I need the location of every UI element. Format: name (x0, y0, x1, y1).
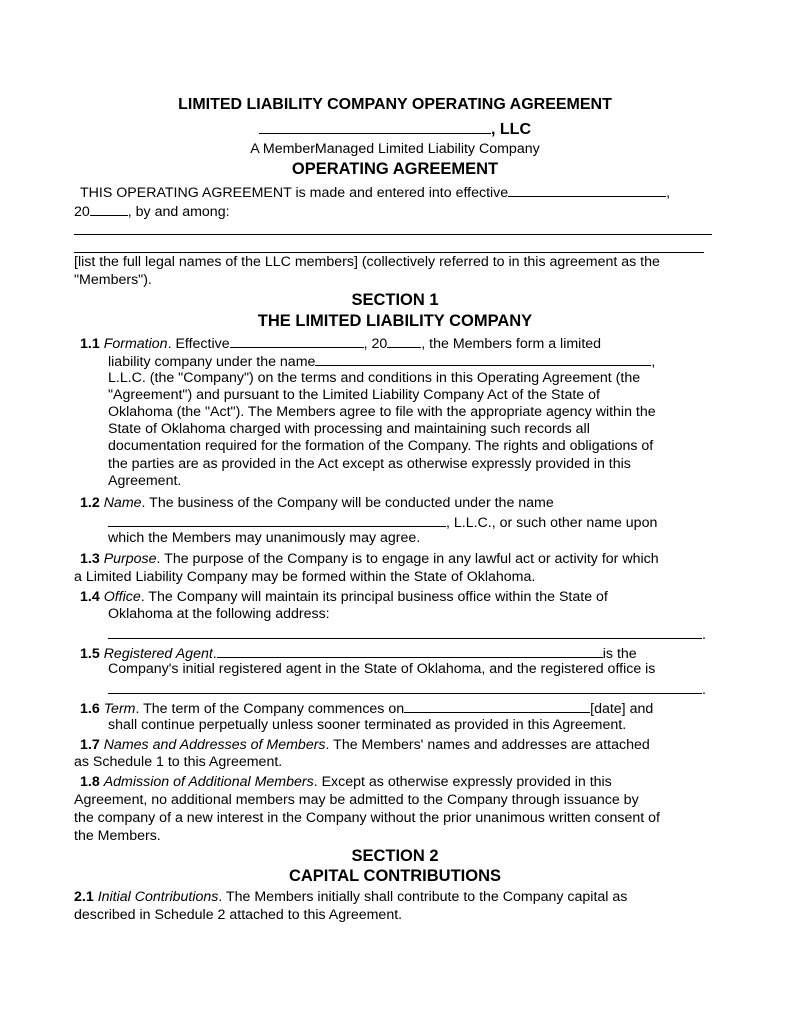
clause-number: 1.5 (80, 646, 100, 662)
clause-text: , (651, 354, 656, 370)
clause-heading: Name (103, 495, 142, 511)
section-1-label: SECTION 1 (351, 291, 439, 309)
clause-number: 1.6 (80, 701, 100, 717)
members-note-cont: "Members"). (74, 272, 152, 288)
clause-number: 1.3 (80, 551, 100, 567)
registered-agent-blank[interactable] (217, 644, 603, 658)
clause-text: . The Company will maintain its principal business office within the State of (140, 589, 608, 605)
clause-number: 1.7 (80, 737, 100, 753)
clause-text: . (702, 682, 706, 698)
intro-line-1 (80, 183, 670, 202)
clause-1-4-line-3 (108, 625, 706, 644)
formation-year-blank[interactable] (387, 334, 421, 348)
clause-1-8-line-2: Agreement, no additional members may be admitted to the Company through issuance by (74, 792, 639, 808)
clause-heading: Registered Agent (103, 646, 213, 662)
clause-2-1-line-2: described in Schedule 2 attached to this Agreement. (74, 907, 403, 923)
clause-1-1-line-5: Oklahoma (the "Act"). The Members agree to file with the appropriate agency within the (108, 404, 656, 420)
clause-1-1-line-7: documentation required for the formation of the Company. The rights and obligations of (108, 438, 654, 454)
clause-1-6-line-1 (80, 699, 653, 718)
clause-1-5-line-3 (108, 680, 706, 699)
llc-name-blank[interactable] (259, 120, 491, 134)
clause-heading: Names and Addresses of Members (103, 737, 326, 753)
section-1-title: THE LIMITED LIABILITY COMPANY (257, 312, 533, 330)
document-subtitle: A MemberManaged Limited Liability Company (250, 141, 540, 157)
members-line-2[interactable] (74, 252, 704, 253)
agreement-heading: OPERATING AGREEMENT (291, 160, 499, 178)
clause-1-5-line-2: Company's initial registered agent in the State of Oklahoma, and the registered office is (108, 661, 656, 677)
clause-text: [date] and (590, 701, 654, 717)
clause-number: 1.1 (80, 336, 100, 352)
clause-number: 1.8 (80, 774, 100, 790)
clause-heading: Formation (103, 336, 168, 352)
clause-text: liability company under the name (108, 354, 316, 370)
clause-text: , the Members form a limited (421, 336, 602, 352)
clause-1-7-line-2: as Schedule 1 to this Agreement. (74, 754, 283, 770)
clause-1-1-line-1 (80, 334, 601, 353)
intro-line-2 (74, 202, 230, 221)
clause-text: is the (602, 646, 637, 662)
clause-heading: Term (103, 701, 136, 717)
section-2-title: CAPITAL CONTRIBUTIONS (288, 867, 502, 885)
clause-1-1-line-8: the parties are as provided in the Act except as otherwise expressly provided in this (108, 456, 631, 472)
clause-1-7-line-1 (80, 737, 650, 754)
company-name-blank[interactable] (315, 352, 651, 366)
clause-1-8-line-4: the Members. (74, 828, 161, 844)
year-prefix: 20 (74, 204, 90, 220)
clause-text: , 20 (363, 336, 388, 352)
clause-heading: Office (103, 589, 141, 605)
clause-1-4-line-2: Oklahoma at the following address: (108, 606, 330, 622)
clause-1-2-line-1 (80, 495, 554, 512)
clause-heading: Initial Contributions (97, 889, 219, 905)
clause-1-1-line-3: L.L.C. (the "Company") on the terms and conditions in this Operating Agreement (the (108, 370, 641, 386)
clause-text: . The business of the Company will be conducted under the name (141, 495, 554, 511)
clause-1-6-line-2: shall continue perpetually unless sooner terminated as provided in this Agreement. (108, 717, 627, 733)
clause-2-1-line-1 (74, 889, 627, 906)
clause-1-1-line-9: Agreement. (108, 473, 182, 489)
clause-1-8-line-3: the company of a new interest in the Company without the prior unanimous written consent of (74, 810, 660, 826)
clause-1-3-line-1 (80, 551, 659, 568)
members-note: [list the full legal names of the LLC members] (collectively referred to in this agreement as the (74, 254, 660, 270)
section-2-label: SECTION 2 (351, 847, 439, 865)
clause-1-3-line-2: a Limited Liability Company may be formed within the State of Oklahoma. (74, 569, 536, 585)
clause-text: . The purpose of the Company is to engage in any lawful act or activity for which (156, 551, 659, 567)
year-blank[interactable] (90, 202, 128, 216)
clause-text: . The Members initially shall contribute to the Company capital as (218, 889, 628, 905)
clause-1-2-line-3: which the Members may unanimously may agree. (108, 530, 421, 546)
business-name-blank[interactable] (108, 513, 446, 527)
clause-1-1-line-2 (108, 352, 655, 371)
registered-office-blank[interactable] (108, 680, 702, 694)
intro-text: THIS OPERATING AGREEMENT is made and entered into effective (80, 185, 509, 201)
clause-text: . The term of the Company commences on (135, 701, 405, 717)
effective-date-blank[interactable] (508, 183, 666, 197)
clause-number: 2.1 (74, 889, 94, 905)
by-and-among: , by and among: (127, 204, 230, 220)
document-title: LIMITED LIABILITY COMPANY OPERATING AGREEMENT (178, 96, 612, 113)
llc-suffix: , LLC (491, 121, 531, 138)
clause-text: . Effective (167, 336, 230, 352)
intro-comma: , (666, 185, 671, 201)
clause-text: . (702, 627, 706, 643)
clause-text: . (212, 646, 217, 662)
clause-number: 1.4 (80, 589, 100, 605)
clause-1-1-line-6: State of Oklahoma charged with processing and maintaining such records all (108, 421, 590, 437)
clause-heading: Purpose (103, 551, 157, 567)
office-address-blank[interactable] (108, 625, 702, 639)
clause-text: . Except as otherwise expressly provided in this (313, 774, 612, 790)
members-line-1[interactable] (74, 234, 712, 235)
formation-date-blank[interactable] (230, 334, 364, 348)
clause-1-1-line-4: "Agreement") and pursuant to the Limited Liability Company Act of the State of (108, 387, 600, 403)
term-date-blank[interactable] (404, 699, 590, 713)
clause-1-4-line-1 (80, 589, 608, 606)
clause-heading: Admission of Additional Members (103, 774, 314, 790)
clause-number: 1.2 (80, 495, 100, 511)
llc-name-line (0, 120, 790, 138)
clause-1-8-line-1 (80, 774, 612, 791)
clause-text: , L.L.C., or such other name upon (446, 515, 658, 531)
clause-text: . The Members' names and addresses are attached (325, 737, 650, 753)
